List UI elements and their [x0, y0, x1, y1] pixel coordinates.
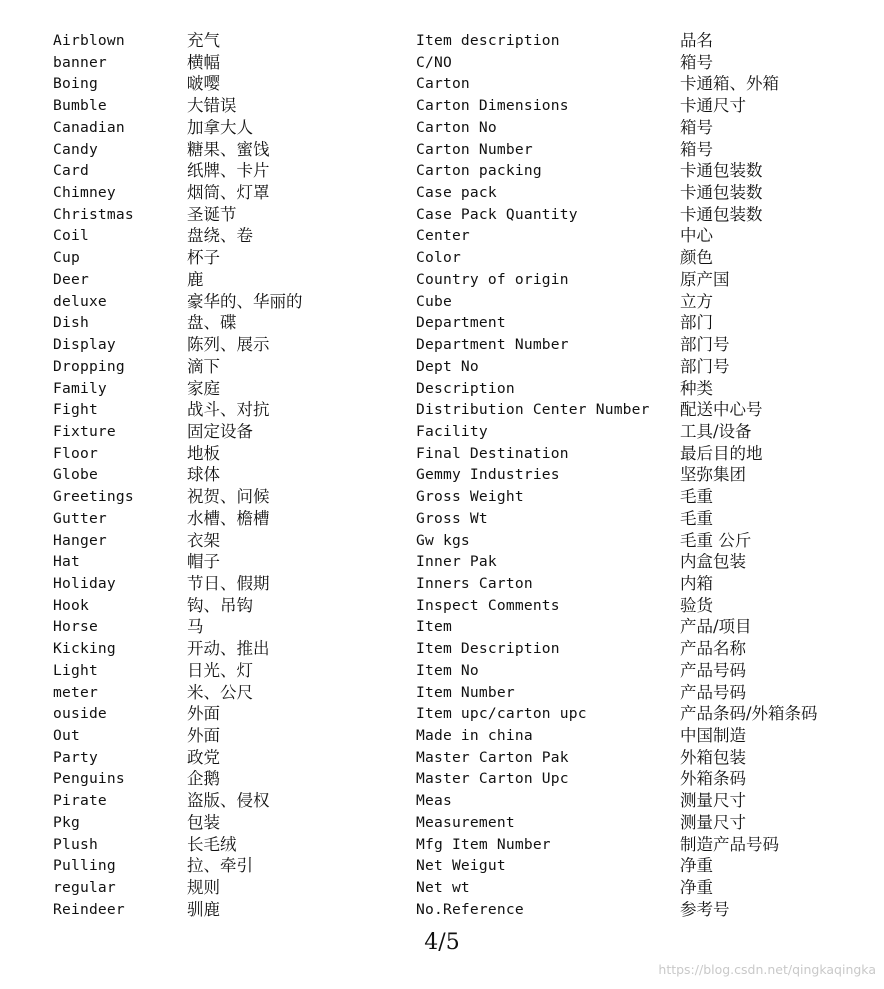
chinese-term: 盘、碟 [187, 313, 237, 333]
english-term: Department [416, 314, 506, 332]
chinese-term: 产品号码 [680, 660, 746, 680]
chinese-term: 净重 [680, 878, 713, 898]
english-term: Kicking [53, 640, 116, 658]
english-term: Pirate [53, 792, 107, 810]
right-chinese-column [680, 30, 818, 920]
english-term: Item upc/carton upc [416, 705, 587, 723]
chinese-term: 祝贺、问候 [187, 487, 270, 507]
english-term: Hanger [53, 531, 107, 549]
english-term: meter [53, 683, 98, 701]
chinese-term: 固定设备 [187, 421, 253, 441]
english-term: Airblown [53, 32, 125, 49]
chinese-term: 内箱 [680, 573, 713, 593]
chinese-term: 卡通包装数 [680, 204, 763, 224]
english-term: Canadian [53, 118, 125, 136]
english-term: Made in china [416, 727, 533, 744]
english-term: Bumble [53, 97, 107, 115]
chinese-term: 测量尺寸 [680, 812, 746, 832]
chinese-term: 包装 [187, 812, 220, 832]
chinese-term: 中国制造 [680, 726, 746, 745]
english-term: Item Number [416, 683, 515, 701]
english-term: Facility [416, 422, 488, 440]
chinese-term: 节日、假期 [187, 573, 270, 593]
english-term: Mfg Item Number [416, 835, 551, 853]
chinese-term: 箱号 [680, 52, 713, 72]
chinese-term: 盘绕、卷 [187, 226, 253, 246]
chinese-term: 鹿 [187, 269, 204, 289]
english-term: Item Description [416, 640, 560, 658]
chinese-term: 滴下 [187, 356, 220, 376]
english-term: Dept No [416, 357, 479, 375]
watermark: https://blog.csdn.net/qingkaqingka [658, 962, 876, 977]
chinese-term: 豪华的、华丽的 [187, 291, 303, 311]
english-term: Globe [53, 466, 98, 484]
left-chinese-column [187, 30, 303, 920]
chinese-term: 米、公尺 [187, 682, 253, 702]
chinese-term: 地板 [187, 443, 220, 463]
chinese-term: 净重 [680, 856, 713, 876]
english-term: Department Number [416, 336, 569, 354]
chinese-term: 陈列、展示 [187, 335, 270, 355]
english-term: Pkg [53, 813, 80, 831]
chinese-term: 箱号 [680, 117, 713, 137]
english-term: Master Carton Upc [416, 770, 569, 788]
chinese-term: 糖果、蜜饯 [187, 139, 270, 159]
english-term: Gross Weight [416, 488, 524, 506]
english-term: deluxe [53, 292, 107, 310]
chinese-term: 烟筒、灯罩 [187, 183, 270, 203]
chinese-term: 毛重 [680, 508, 713, 528]
chinese-term: 纸牌、卡片 [187, 161, 270, 181]
english-term: Candy [53, 140, 98, 158]
english-term: Dish [53, 314, 89, 332]
english-term: Net Weigut [416, 857, 506, 875]
english-term: Item description [416, 32, 560, 49]
chinese-term: 立方 [680, 291, 713, 311]
english-term: Case Pack Quantity [416, 205, 578, 223]
english-term: Party [53, 748, 98, 766]
right-english-column [416, 30, 650, 920]
english-term: Reindeer [53, 900, 125, 918]
english-term: Family [53, 379, 107, 397]
english-term: Greetings [53, 488, 134, 506]
chinese-term: 卡通包装数 [680, 161, 763, 181]
page-number: 4/5 [424, 930, 460, 955]
english-term: Holiday [53, 574, 116, 592]
chinese-term: 马 [187, 617, 204, 637]
english-term: Pulling [53, 857, 116, 875]
english-term: Carton [416, 75, 470, 93]
chinese-term: 驯鹿 [187, 899, 220, 919]
chinese-term: 规则 [187, 878, 220, 898]
chinese-term: 内盒包装 [680, 552, 746, 572]
english-term: Dropping [53, 357, 125, 375]
chinese-term: 部门 [680, 313, 713, 333]
chinese-term: 制造产品号码 [680, 834, 779, 854]
chinese-term: 外面 [187, 726, 220, 745]
english-term: Hook [53, 596, 89, 614]
english-term: Boing [53, 75, 98, 93]
chinese-term: 产品名称 [680, 639, 746, 659]
english-term: Hat [53, 553, 80, 571]
chinese-term: 参考号 [680, 899, 730, 919]
english-term: Item [416, 618, 452, 636]
english-term: Plush [53, 835, 98, 853]
english-term: Gw kgs [416, 531, 470, 549]
chinese-term: 圣诞节 [187, 204, 237, 224]
chinese-term: 测量尺寸 [680, 791, 746, 811]
chinese-term: 产品条码/外箱条码 [680, 704, 818, 724]
chinese-term: 杯子 [187, 248, 220, 268]
chinese-term: 产品/项目 [680, 617, 752, 637]
english-term: Case pack [416, 184, 497, 202]
english-term: Gross Wt [416, 509, 488, 527]
chinese-term: 加拿大人 [187, 117, 253, 137]
chinese-term: 品名 [680, 31, 713, 50]
english-term: Fixture [53, 422, 116, 440]
english-term: Fight [53, 401, 98, 419]
chinese-term: 最后目的地 [680, 443, 763, 463]
chinese-term: 配送中心号 [680, 400, 763, 420]
chinese-term: 部门号 [680, 335, 730, 355]
chinese-term: 颜色 [680, 248, 713, 268]
chinese-term: 箱号 [680, 139, 713, 159]
chinese-term: 卡通尺寸 [680, 96, 746, 116]
english-term: Measurement [416, 813, 515, 831]
english-term: Coil [53, 227, 89, 245]
chinese-term: 家庭 [187, 378, 220, 398]
english-term: Description [416, 379, 515, 397]
english-term: Country of origin [416, 270, 569, 288]
english-term: Item No [416, 661, 479, 679]
english-term: C/NO [416, 53, 452, 71]
chinese-term: 产品号码 [680, 682, 746, 702]
english-term: banner [53, 53, 107, 71]
english-term: Meas [416, 792, 452, 810]
english-term: Card [53, 162, 89, 180]
english-term: Gemmy Industries [416, 466, 560, 484]
chinese-term: 帽子 [187, 552, 220, 572]
chinese-term: 原产国 [680, 269, 730, 289]
english-term: Color [416, 249, 461, 267]
english-term: Light [53, 661, 98, 679]
english-term: Display [53, 336, 116, 354]
chinese-term: 长毛绒 [187, 834, 237, 854]
english-term: Carton packing [416, 162, 542, 180]
english-term: Floor [53, 444, 98, 462]
chinese-term: 种类 [680, 378, 713, 398]
chinese-term: 验货 [680, 595, 713, 615]
english-term: Christmas [53, 205, 134, 223]
english-term: Center [416, 227, 470, 245]
english-term: No.Reference [416, 900, 524, 918]
english-term: regular [53, 879, 116, 897]
english-term: Carton Number [416, 140, 533, 158]
chinese-term: 中心 [680, 226, 713, 246]
chinese-term: 衣架 [187, 530, 220, 550]
english-term: Out [53, 727, 80, 744]
english-term: Horse [53, 618, 98, 636]
left-english-column [53, 30, 134, 920]
chinese-term: 企鹅 [187, 769, 220, 789]
english-term: Master Carton Pak [416, 748, 569, 766]
chinese-term: 水槽、檐槽 [187, 508, 270, 528]
chinese-term: 卡通箱、外箱 [680, 74, 779, 94]
chinese-term: 啵嘤 [187, 74, 220, 94]
chinese-term: 外箱包装 [680, 747, 746, 767]
chinese-term: 大错误 [187, 96, 237, 116]
english-term: Cube [416, 292, 452, 310]
english-term: Net wt [416, 879, 470, 897]
english-term: Deer [53, 270, 89, 288]
chinese-term: 开动、推出 [187, 639, 270, 659]
english-term: Penguins [53, 770, 125, 788]
chinese-term: 毛重 [680, 487, 713, 507]
english-term: Inspect Comments [416, 596, 560, 614]
english-term: Final Destination [416, 444, 569, 462]
chinese-term: 外箱条码 [680, 769, 746, 789]
chinese-term: 工具/设备 [680, 421, 752, 441]
english-term: Inners Carton [416, 574, 533, 592]
chinese-term: 日光、灯 [187, 660, 253, 680]
english-term: Distribution Center Number [416, 401, 650, 419]
chinese-term: 球体 [187, 465, 220, 485]
english-term: Carton Dimensions [416, 97, 569, 115]
english-term: Gutter [53, 509, 107, 527]
chinese-term: 盗版、侵权 [187, 791, 270, 811]
chinese-term: 部门号 [680, 356, 730, 376]
english-term: Inner Pak [416, 553, 497, 571]
chinese-term: 政党 [187, 747, 220, 767]
chinese-term: 钩、吊钩 [187, 595, 253, 615]
chinese-term: 拉、牵引 [187, 856, 253, 876]
chinese-term: 坚弥集团 [680, 465, 746, 485]
english-term: ouside [53, 705, 107, 723]
chinese-term: 充气 [187, 31, 220, 50]
english-term: Chimney [53, 184, 116, 202]
chinese-term: 横幅 [187, 52, 220, 72]
chinese-term: 卡通包装数 [680, 183, 763, 203]
chinese-term: 外面 [187, 704, 220, 724]
chinese-term: 战斗、对抗 [187, 400, 270, 420]
english-term: Carton No [416, 118, 497, 136]
english-term: Cup [53, 249, 80, 267]
chinese-term: 毛重 公斤 [680, 530, 752, 550]
